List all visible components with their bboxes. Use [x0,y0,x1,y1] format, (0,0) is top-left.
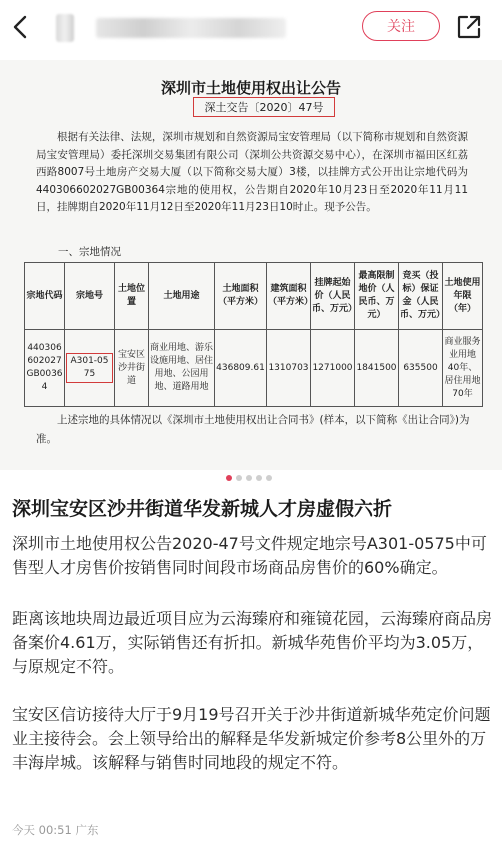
table-cell: 商业用地、游乐设施用地、居住用地、公园用地、道路用地 [149,330,215,407]
carousel-dot[interactable] [236,475,242,481]
table-cell: 1310703 [267,330,311,407]
post-paragraph: 宝安区信访接待大厅于9月19号召开关于沙井街道新城华苑定价问题业主接待会。会上领导给出的解释是华发新城定价参考8公里外的万丰海岸城。该解释与销售时同地段的规定不符。 [12,705,491,772]
table-cell: 商业服务业用地40年、居住用地70年 [443,330,483,407]
table-header-cell: 竞买（投标）保证金（人民币、万元） [399,263,443,330]
document-section-heading: 一、宗地情况 [58,246,121,258]
post-paragraph: 深圳市土地使用权公告2020-47号文件规定地宗号A301-0575中可售型人才房售价按销售同时间段市场商品房售价的60%确定。 [12,534,487,577]
document-footer: 上述宗地的具体情况以《深圳市土地使用权出让合同书》(样本，以下简称《出让合同》)为准。 [36,414,470,445]
parcel-number-highlight: A301-0575 [66,353,113,383]
table-header-cell: 宗地代码 [25,263,65,330]
share-icon[interactable] [456,14,482,40]
table-header-cell: 宗地号 [65,263,115,330]
table-header-cell: 挂牌起始价（人民币、万元） [311,263,355,330]
table-cell: 635500 [399,330,443,407]
table-row [25,330,483,407]
document-number: 深土交告〔2020〕47号 [193,97,335,117]
back-arrow-icon[interactable] [6,12,36,42]
table-cell: 1841500 [355,330,399,407]
post-meta: 今天 00:51 广东 [12,823,99,837]
carousel-dot[interactable] [246,475,252,481]
document-body: 根据有关法律、法规，深圳市规划和自然资源局宝安管理局（以下简称市规划和自然资源局宝安管理局）委托深圳交易集团有限公司（深圳公共资源交易中心），在深圳市福田区红荔西路8007号土地房产交易大厦（以下简称交易大厦）3楼，以挂牌方式公开出让宗地代码为440306602027GB00364宗地的使用权，公告期自2020年10月23日至2020年11月11日，挂牌期自2020年11月12日至2020年11月23日10时止。现予公告。 [36,131,468,213]
top-bar [0,0,502,56]
table-cell: 1271000 [311,330,355,407]
carousel-indicator[interactable] [226,475,276,483]
table-header-cell: 最高限制地价（人民币、万元） [355,263,399,330]
table-header-cell: 土地面积（平方米） [215,263,267,330]
author-avatar[interactable] [56,14,74,42]
table-cell: 440306602027GB00364 [25,330,65,407]
table-cell [65,330,115,407]
post-headline: 深圳宝安区沙井街道华发新城人才房虚假六折 [12,498,393,520]
table-cell: 宝安区沙井街道 [115,330,149,407]
table-header-cell: 土地使用年限（年） [443,263,483,330]
follow-button[interactable]: 关注 [362,11,440,41]
carousel-dot[interactable] [226,475,232,481]
table-header-cell: 建筑面积（平方米） [267,263,311,330]
author-name-blurred[interactable] [96,18,286,38]
table-header-cell: 土地用途 [149,263,215,330]
carousel-dot[interactable] [256,475,262,481]
land-table [24,262,483,407]
document-title: 深圳市土地使用权出让公告 [160,79,341,97]
table-header-cell: 土地位置 [115,263,149,330]
table-header-row [25,263,483,330]
carousel-dot[interactable] [266,475,272,481]
post-paragraph: 距离该地块周边最近项目应为云海臻府和雍镜花园，云海臻府商品房备案价4.61万，实际销售还有折扣。新城华苑售价平均为3.05万，与原规定不符。 [12,609,493,676]
table-cell: 436809.61 [215,330,267,407]
